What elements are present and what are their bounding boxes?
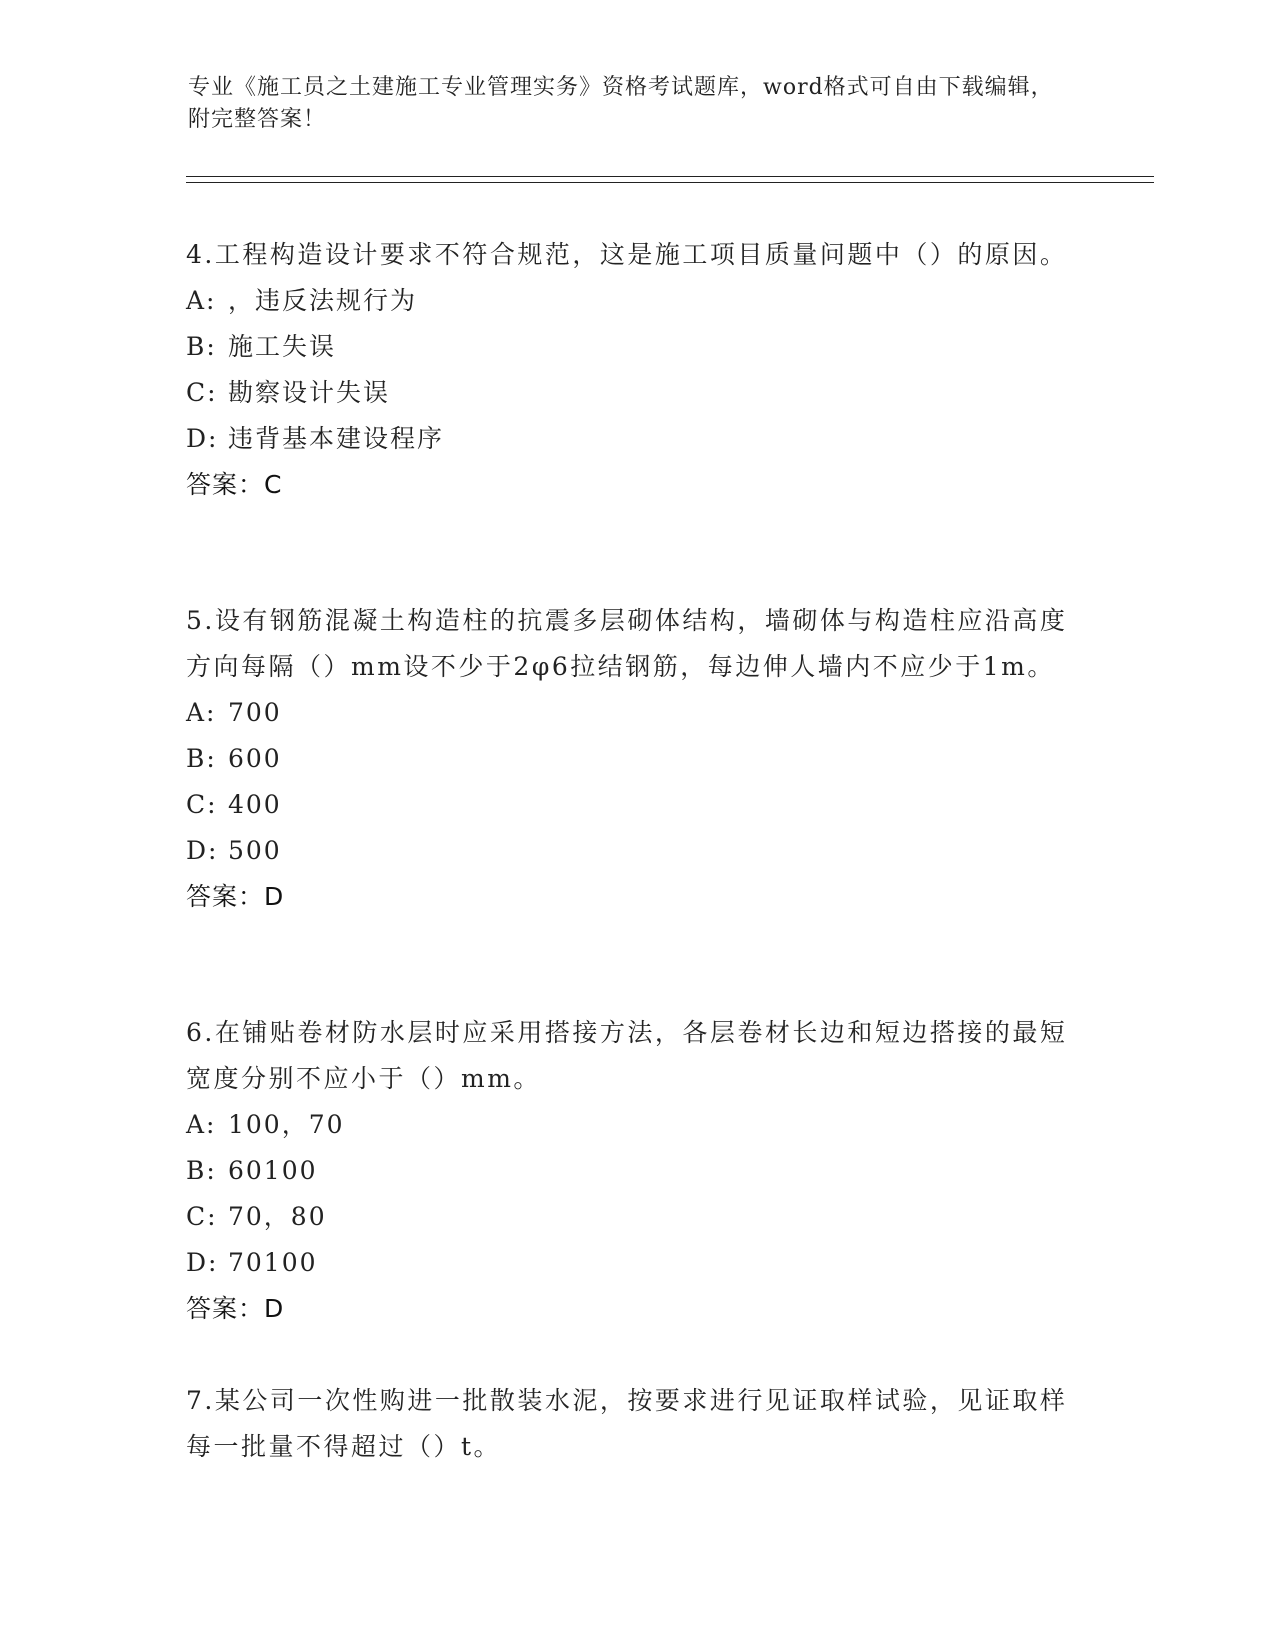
question-text: 7.某公司一次性购进一批散装水泥，按要求进行见证取样试验，见证取样每一批量不得超过（）t。 — [186, 1386, 1068, 1461]
option-d — [186, 1240, 1086, 1286]
question-text: 4.工程构造设计要求不符合规范，这是施工项目质量问题中（）的原因。 — [186, 240, 1068, 269]
option-key: B: — [186, 332, 217, 361]
question-5 — [186, 598, 1086, 920]
option-key: B: — [186, 1156, 217, 1185]
option-key: A: — [186, 286, 217, 315]
option-text: 60100 — [228, 1156, 318, 1185]
header-divider-bottom — [186, 182, 1154, 183]
option-key: D: — [186, 424, 219, 453]
question-text: 5.设有钢筋混凝土构造柱的抗震多层砌体结构，墙砌体与构造柱应沿高度方向每隔（）mm设不少于2φ6拉结钢筋，每边伸人墙内不应少于1m。 — [186, 606, 1068, 681]
question-6 — [186, 1010, 1086, 1332]
option-key: B: — [186, 744, 217, 773]
option-text: 500 — [228, 836, 282, 865]
option-c — [186, 370, 1086, 416]
option-a — [186, 1102, 1086, 1148]
option-text: 400 — [228, 790, 282, 819]
option-text: ，违反法规行为 — [228, 286, 418, 315]
question-7 — [186, 1378, 1086, 1470]
question-text: 6.在铺贴卷材防水层时应采用搭接方法，各层卷材长边和短边搭接的最短宽度分别不应小于（）mm。 — [186, 1018, 1068, 1093]
header-divider-top — [186, 176, 1154, 177]
option-c — [186, 1194, 1086, 1240]
answer-line: 答案：C — [186, 470, 283, 499]
answer-line: 答案：D — [186, 1294, 285, 1323]
option-b — [186, 736, 1086, 782]
question-4 — [186, 232, 1086, 508]
option-b — [186, 324, 1086, 370]
option-key: D: — [186, 836, 219, 865]
option-key: C: — [186, 1202, 218, 1231]
option-key: C: — [186, 790, 218, 819]
option-d — [186, 416, 1086, 462]
option-c — [186, 782, 1086, 828]
option-key: D: — [186, 1248, 219, 1277]
option-text: 施工失误 — [228, 332, 337, 361]
option-d — [186, 828, 1086, 874]
option-text: 600 — [228, 744, 282, 773]
option-key: C: — [186, 378, 218, 407]
option-key: A: — [186, 1110, 217, 1139]
option-b — [186, 1148, 1086, 1194]
option-text: 100，70 — [228, 1110, 345, 1139]
document-header: 专业《施工员之土建施工专业管理实务》资格考试题库，word格式可自由下载编辑，附完整答案！ — [188, 75, 1054, 132]
option-a — [186, 690, 1086, 736]
answer-line: 答案：D — [186, 882, 285, 911]
option-text: 违背基本建设程序 — [228, 424, 445, 453]
option-text: 70100 — [228, 1248, 318, 1277]
option-text: 勘察设计失误 — [228, 378, 391, 407]
option-text: 70，80 — [228, 1202, 327, 1231]
option-key: A: — [186, 698, 217, 727]
option-text: 700 — [228, 698, 282, 727]
option-a — [186, 278, 1086, 324]
